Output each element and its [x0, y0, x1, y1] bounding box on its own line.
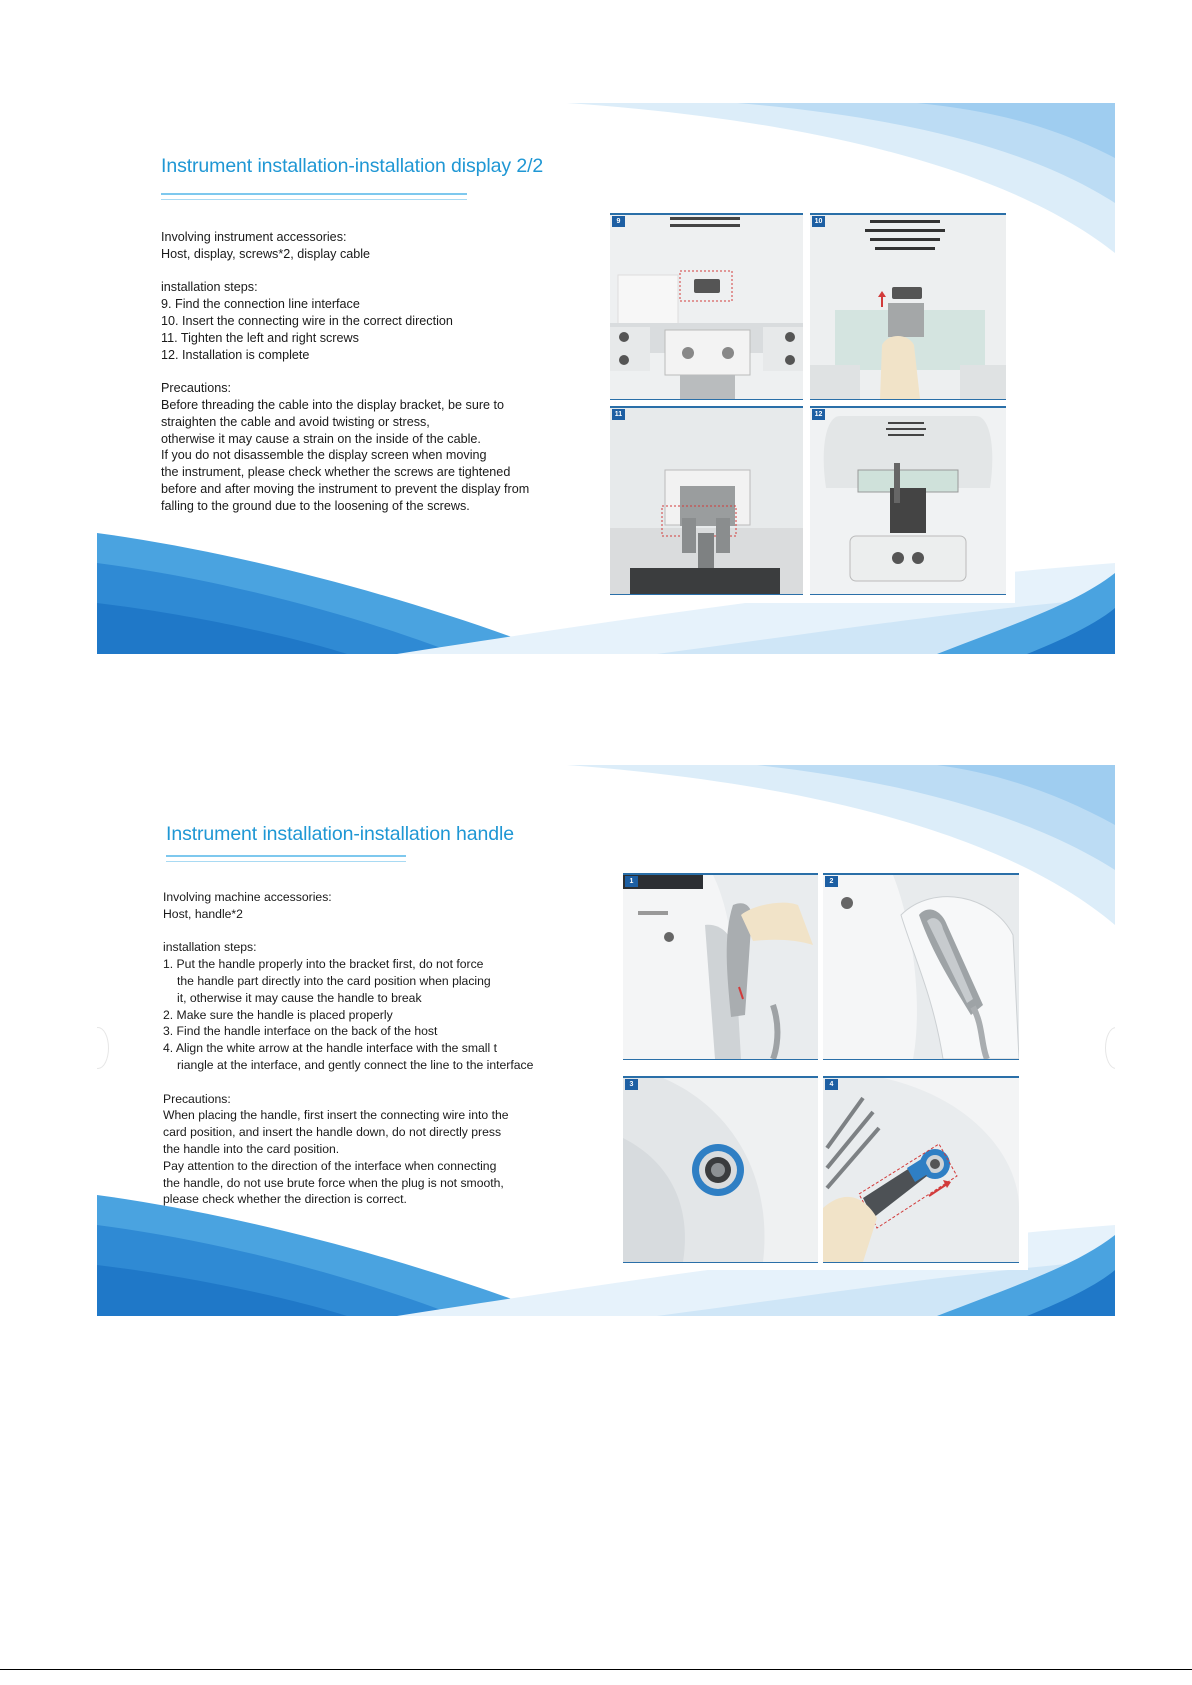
page-bottom-rule: [0, 1669, 1192, 1670]
step-item-continued: riangle at the interface, and gently connect the line to the interface: [177, 1057, 534, 1072]
insert-cable-photo: [810, 213, 1006, 400]
title-underline: [166, 855, 406, 857]
precaution-line: Pay attention to the direction of the interface when connecting: [163, 1158, 497, 1173]
instructions-text: [161, 229, 529, 515]
precaution-line: falling to the ground due to the loosening of the screws.: [161, 498, 470, 513]
accessories-heading: Involving instrument accessories:: [161, 230, 347, 244]
step-item: 9. Find the connection line interface: [161, 297, 360, 312]
step-item: 11. Tighten the left and right screws: [161, 330, 359, 345]
tighten-screws-photo: [610, 406, 803, 595]
slide-title: Instrument installation-installation display 2/2: [161, 155, 544, 177]
precaution-line: please check whether the direction is correct.: [163, 1192, 407, 1207]
precautions-heading: Precautions:: [161, 381, 232, 396]
vga-port-photo: [610, 213, 803, 400]
instructions-text: [163, 889, 533, 1208]
connect-handle-photo: [823, 1076, 1019, 1263]
handle-placed-photo: [823, 873, 1019, 1060]
step-item-continued: it, otherwise it may cause the handle to break: [177, 990, 422, 1005]
precaution-line: Before threading the cable into the display bracket, be sure to: [161, 397, 505, 412]
step-badge: 2: [825, 876, 838, 887]
photo-grid: [623, 870, 1028, 1270]
step-badge: 4: [825, 1079, 838, 1090]
title-underline-secondary: [161, 199, 467, 200]
accessories-heading: Involving machine accessories:: [163, 890, 332, 904]
steps-heading: installation steps:: [161, 280, 258, 295]
step-badge: 11: [612, 409, 625, 420]
step-item-continued: the handle part directly into the card position when placing: [177, 973, 491, 988]
step-badge: 10: [812, 216, 825, 227]
installed-display-photo: [810, 406, 1006, 595]
precaution-line: before and after moving the instrument to prevent the display from: [161, 481, 530, 496]
title-underline-secondary: [166, 861, 406, 862]
precaution-line: the handle into the card position.: [163, 1141, 340, 1156]
step-item: 12. Installation is complete: [161, 347, 310, 362]
step-item: 10. Insert the connecting wire in the correct direction: [161, 313, 453, 328]
title-underline: [161, 193, 467, 195]
precaution-line: If you do not disassemble the display screen when moving: [161, 448, 487, 463]
place-handle-photo: [623, 873, 818, 1060]
slide-handle-installation: [97, 765, 1115, 1316]
step-badge: 9: [612, 216, 625, 227]
precaution-line: straighten the cable and avoid twisting or stress,: [161, 414, 430, 429]
steps-heading: installation steps:: [163, 940, 257, 955]
step-item: 2. Make sure the handle is placed properly: [163, 1007, 393, 1022]
step-badge: 12: [812, 409, 825, 420]
precaution-line: the handle, do not use brute force when the plug is not smooth,: [163, 1175, 504, 1190]
step-badge: 3: [625, 1079, 638, 1090]
precaution-line: When placing the handle, first insert the connecting wire into the: [163, 1108, 509, 1123]
accessories-list: Host, display, screws*2, display cable: [161, 246, 371, 261]
precaution-line: card position, and insert the handle down, do not directly press: [163, 1125, 502, 1140]
precaution-line: otherwise it may cause a strain on the inside of the cable.: [161, 431, 481, 446]
step-item: 1. Put the handle properly into the bracket first, do not force: [163, 957, 484, 972]
photo-grid: [607, 209, 1015, 603]
slide-display-installation: [97, 103, 1115, 654]
precaution-line: the instrument, please check whether the screws are tightened: [161, 465, 511, 480]
handle-interface-photo: [623, 1076, 818, 1263]
step-badge: 1: [625, 876, 638, 887]
step-item: 3. Find the handle interface on the back of the host: [163, 1024, 438, 1039]
precautions-heading: Precautions:: [163, 1091, 231, 1106]
accessories-list: Host, handle*2: [163, 906, 243, 921]
slide-title: Instrument installation-installation handle: [166, 823, 514, 845]
step-item: 4. Align the white arrow at the handle interface with the small t: [163, 1041, 497, 1056]
